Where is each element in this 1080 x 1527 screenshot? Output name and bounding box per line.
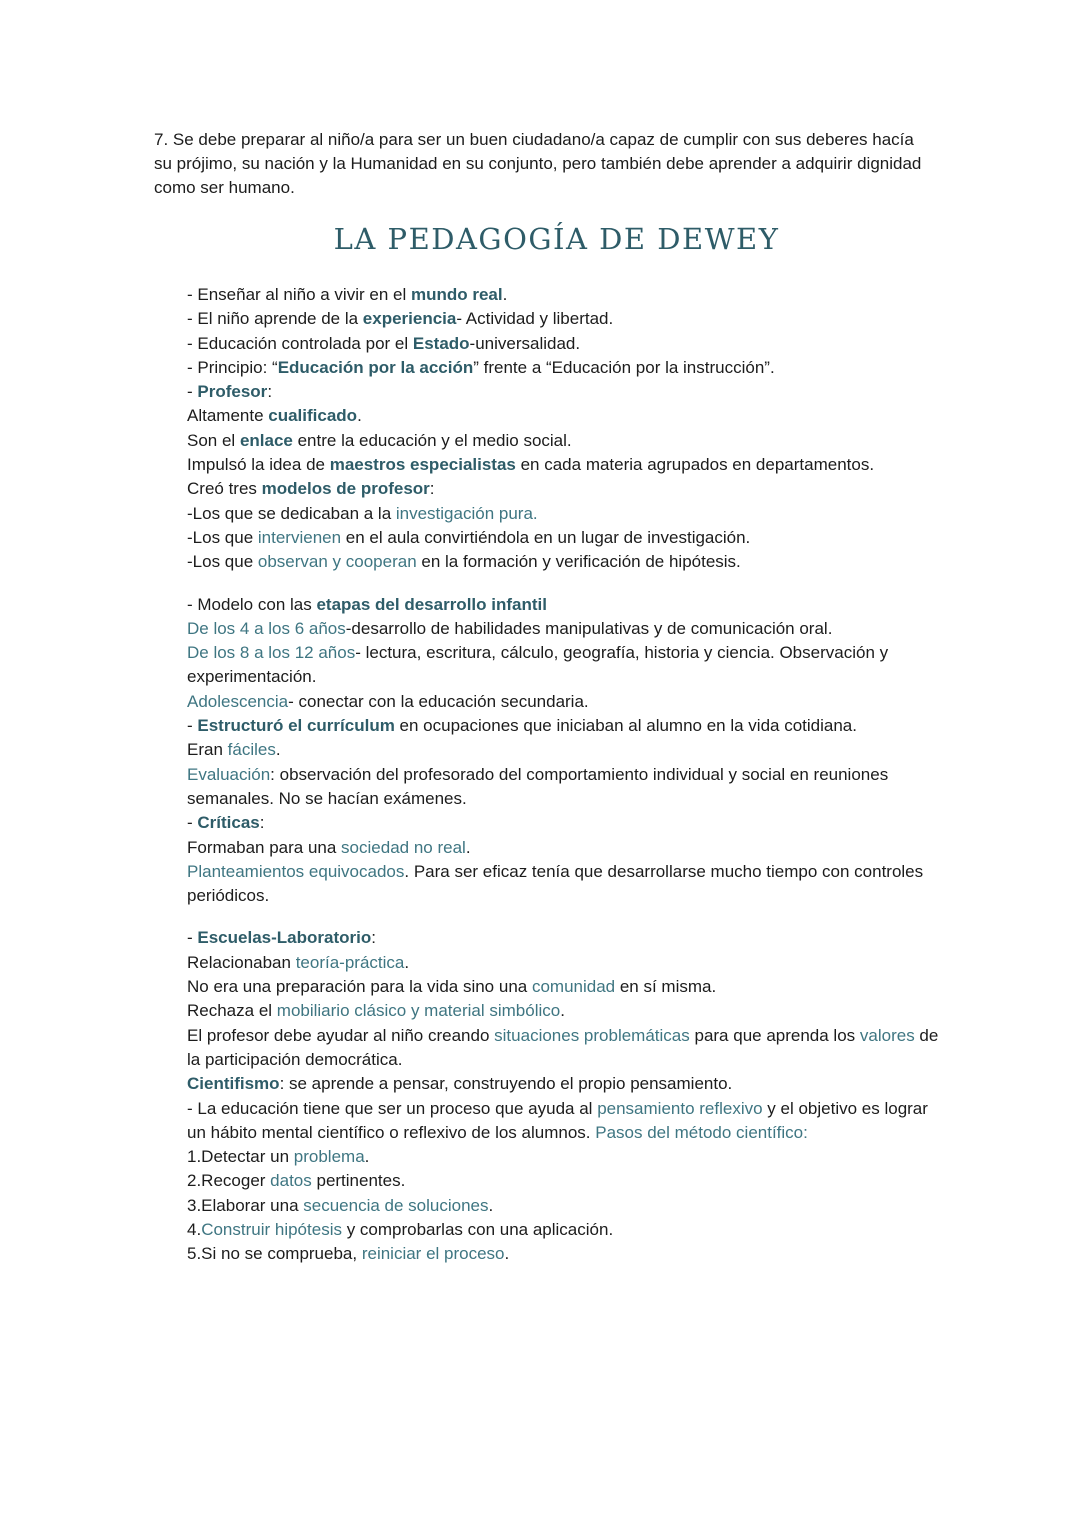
text-segment: No era una preparación para la vida sino una bbox=[187, 977, 532, 997]
text-segment: -universalidad. bbox=[469, 333, 581, 353]
text-segment: El profesor debe ayudar al niño creando bbox=[187, 1025, 495, 1045]
text-segment: : bbox=[259, 813, 265, 833]
highlight-bold: maestros especialistas bbox=[329, 455, 516, 475]
highlight-term: comunidad bbox=[531, 977, 616, 997]
section-gap bbox=[187, 908, 947, 926]
text-segment: -Los que bbox=[187, 552, 258, 572]
highlight-term: fáciles bbox=[227, 740, 276, 760]
text-segment: - bbox=[187, 928, 198, 948]
text-segment: en la formación y verificación de hipótesis. bbox=[416, 552, 741, 572]
text-segment: - Principio: “ bbox=[187, 357, 278, 377]
text-line bbox=[187, 526, 947, 550]
text-segment: 2.Recoger bbox=[187, 1171, 271, 1191]
text-segment: : bbox=[429, 479, 435, 499]
text-line bbox=[187, 617, 947, 641]
highlight-term: De los 4 a los 6 años bbox=[187, 618, 346, 638]
text-line bbox=[187, 690, 947, 714]
text-line bbox=[187, 811, 947, 835]
text-line bbox=[187, 429, 947, 453]
highlight-bold: cualificado bbox=[268, 406, 358, 426]
text-segment: . bbox=[357, 406, 362, 426]
text-segment: - Enseñar al niño a vivir en el bbox=[187, 285, 411, 304]
text-segment: Creó tres bbox=[187, 479, 262, 499]
highlight-bold: Escuelas-Laboratorio bbox=[197, 928, 372, 948]
page-title: LA PEDAGOGÍA DE DEWEY bbox=[333, 222, 780, 256]
text-segment: : observación del profesorado del comportamiento individual y social en reuniones semanales. No se hacían exámenes. bbox=[187, 764, 889, 808]
highlight-term: problema bbox=[293, 1147, 365, 1167]
text-segment: . bbox=[404, 952, 410, 972]
highlight-bold: enlace bbox=[239, 430, 293, 450]
text-line bbox=[187, 738, 947, 762]
highlight-term: teoría-práctica bbox=[295, 952, 405, 972]
highlight-term: situaciones problemáticas bbox=[494, 1025, 690, 1045]
highlight-term: De los 8 a los 12 años bbox=[187, 643, 356, 663]
text-line bbox=[187, 999, 947, 1023]
text-segment: - Actividad y libertad. bbox=[456, 309, 614, 329]
text-segment: 4. bbox=[187, 1219, 202, 1239]
highlight-bold: Críticas bbox=[197, 813, 260, 833]
text-segment: en cada materia agrupados en departamentos. bbox=[515, 455, 875, 475]
text-line bbox=[187, 1242, 947, 1266]
text-segment: Formaban para una bbox=[187, 837, 342, 857]
text-segment: Rechaza el bbox=[187, 1001, 277, 1021]
text-line bbox=[187, 1097, 947, 1146]
intro-text: 7. Se debe preparar al niño/a para ser un buen ciudadano/a capaz de cumplir con sus deberes hacía su prójimo, su nación y la Humanidad en su conjunto, pero también debe aprender a adquirir dignidad como ser humano. bbox=[154, 130, 922, 197]
highlight-bold: etapas del desarrollo infantil bbox=[316, 594, 547, 614]
highlight-bold: Estado bbox=[412, 333, 470, 353]
text-line bbox=[187, 550, 947, 574]
intro-paragraph bbox=[154, 128, 934, 200]
text-segment: : bbox=[371, 928, 376, 948]
highlight-term: Adolescencia bbox=[187, 691, 289, 711]
text-segment: - lectura, escritura, cálculo, geografía, historia y ciencia. Observación y experimentación. bbox=[187, 643, 889, 687]
text-line bbox=[187, 714, 947, 738]
text-segment: - Modelo con las bbox=[187, 594, 317, 614]
text-line bbox=[187, 404, 947, 428]
highlight-term: observan y cooperan bbox=[257, 552, 417, 572]
highlight-term: secuencia de soluciones bbox=[303, 1195, 489, 1215]
text-segment: pertinentes. bbox=[311, 1171, 406, 1191]
text-line bbox=[187, 641, 947, 690]
highlight-bold: Profesor bbox=[197, 382, 268, 402]
highlight-bold: experiencia bbox=[362, 309, 457, 329]
text-segment: 1.Detectar un bbox=[187, 1147, 294, 1167]
text-line bbox=[187, 356, 947, 380]
text-line bbox=[187, 380, 947, 404]
highlight-term: valores bbox=[859, 1025, 915, 1045]
text-line bbox=[187, 836, 947, 860]
text-segment: . bbox=[488, 1195, 494, 1215]
text-segment: 5.Si no se comprueba, bbox=[187, 1244, 362, 1264]
text-line bbox=[187, 283, 947, 307]
text-segment: : se aprende a pensar, construyendo el propio pensamiento. bbox=[279, 1074, 733, 1094]
text-line bbox=[187, 951, 947, 975]
text-line bbox=[187, 1024, 947, 1073]
text-segment: en ocupaciones que iniciaban al alumno en la vida cotidiana. bbox=[394, 716, 857, 736]
highlight-bold: modelos de profesor bbox=[261, 479, 430, 499]
text-segment: . bbox=[275, 740, 281, 760]
highlight-term: reiniciar el proceso bbox=[361, 1244, 505, 1264]
text-segment: en el aula convirtiéndola en un lugar de investigación. bbox=[341, 527, 751, 547]
text-segment: . bbox=[364, 1147, 370, 1167]
text-segment: Son el bbox=[187, 430, 240, 450]
highlight-term: sociedad no real bbox=[341, 837, 466, 857]
highlight-term: intervienen bbox=[257, 527, 342, 547]
text-segment: -desarrollo de habilidades manipulativas y de comunicación oral. bbox=[345, 618, 833, 638]
text-line bbox=[187, 1145, 947, 1169]
text-segment: 3.Elaborar una bbox=[187, 1195, 304, 1215]
highlight-term: pensamiento reflexivo bbox=[597, 1098, 763, 1118]
text-segment: -Los que bbox=[187, 527, 258, 547]
text-line bbox=[187, 860, 947, 909]
text-segment: . bbox=[504, 1244, 510, 1264]
text-line bbox=[187, 332, 947, 356]
highlight-bold: Cientifismo bbox=[187, 1074, 280, 1094]
highlight-bold: Educación por la acción bbox=[277, 357, 474, 377]
text-segment: . bbox=[502, 285, 508, 304]
text-line bbox=[187, 593, 947, 617]
highlight-term: Evaluación bbox=[187, 764, 271, 784]
text-segment: Altamente bbox=[187, 406, 269, 426]
text-line bbox=[187, 477, 947, 501]
text-segment: . bbox=[465, 837, 471, 857]
text-segment: . bbox=[560, 1001, 565, 1021]
highlight-term: mobiliario clásico y material simbólico bbox=[276, 1001, 561, 1021]
highlight-term: Construir hipótesis bbox=[201, 1219, 342, 1239]
text-segment: y el objetivo es lograr un hábito mental científico o reflexivo de los alumnos. bbox=[187, 1098, 928, 1142]
text-segment: en sí misma. bbox=[615, 977, 717, 997]
text-line bbox=[187, 307, 947, 331]
text-segment: Impulsó la idea de bbox=[187, 455, 330, 475]
text-line bbox=[187, 1169, 947, 1193]
text-line bbox=[187, 502, 947, 526]
text-segment: ” frente a “Educación por la instrucción”. bbox=[473, 357, 775, 377]
section-gap bbox=[187, 575, 947, 593]
text-segment: Relacionaban bbox=[187, 952, 296, 972]
highlight-bold: Estructuró el currículum bbox=[197, 716, 395, 736]
text-segment: Eran bbox=[187, 740, 228, 760]
highlight-term: investigación pura. bbox=[395, 503, 538, 523]
text-segment: - conectar con la educación secundaria. bbox=[288, 691, 589, 711]
text-line bbox=[187, 763, 947, 812]
text-line bbox=[187, 926, 947, 950]
text-segment: de la participación democrática. bbox=[187, 1025, 939, 1069]
text-segment: para que aprenda los bbox=[689, 1025, 860, 1045]
text-segment: - La educación tiene que ser un proceso que ayuda al bbox=[187, 1098, 598, 1118]
text-line bbox=[187, 975, 947, 999]
content-body bbox=[187, 283, 947, 1267]
highlight-term: Pasos del método científico: bbox=[595, 1122, 808, 1142]
highlight-term: Planteamientos equivocados bbox=[187, 861, 405, 881]
text-segment: - bbox=[187, 716, 198, 736]
text-segment: y comprobarlas con una aplicación. bbox=[341, 1219, 614, 1239]
text-segment: - El niño aprende de la bbox=[187, 309, 363, 329]
text-segment: entre la educación y el medio social. bbox=[292, 430, 572, 450]
text-segment: : bbox=[267, 382, 273, 402]
text-line bbox=[187, 1194, 947, 1218]
text-line bbox=[187, 1072, 947, 1096]
text-segment: . Para ser eficaz tenía que desarrollarse mucho tiempo con controles periódicos. bbox=[187, 861, 924, 906]
highlight-term: datos bbox=[270, 1171, 312, 1191]
text-segment: -Los que se dedicaban a la bbox=[187, 503, 396, 523]
text-segment: - bbox=[187, 813, 198, 833]
text-segment: - Educación controlada por el bbox=[187, 333, 413, 353]
highlight-bold: mundo real bbox=[410, 285, 503, 304]
text-segment: - bbox=[187, 382, 198, 402]
text-line bbox=[187, 1218, 947, 1242]
text-line bbox=[187, 453, 947, 477]
